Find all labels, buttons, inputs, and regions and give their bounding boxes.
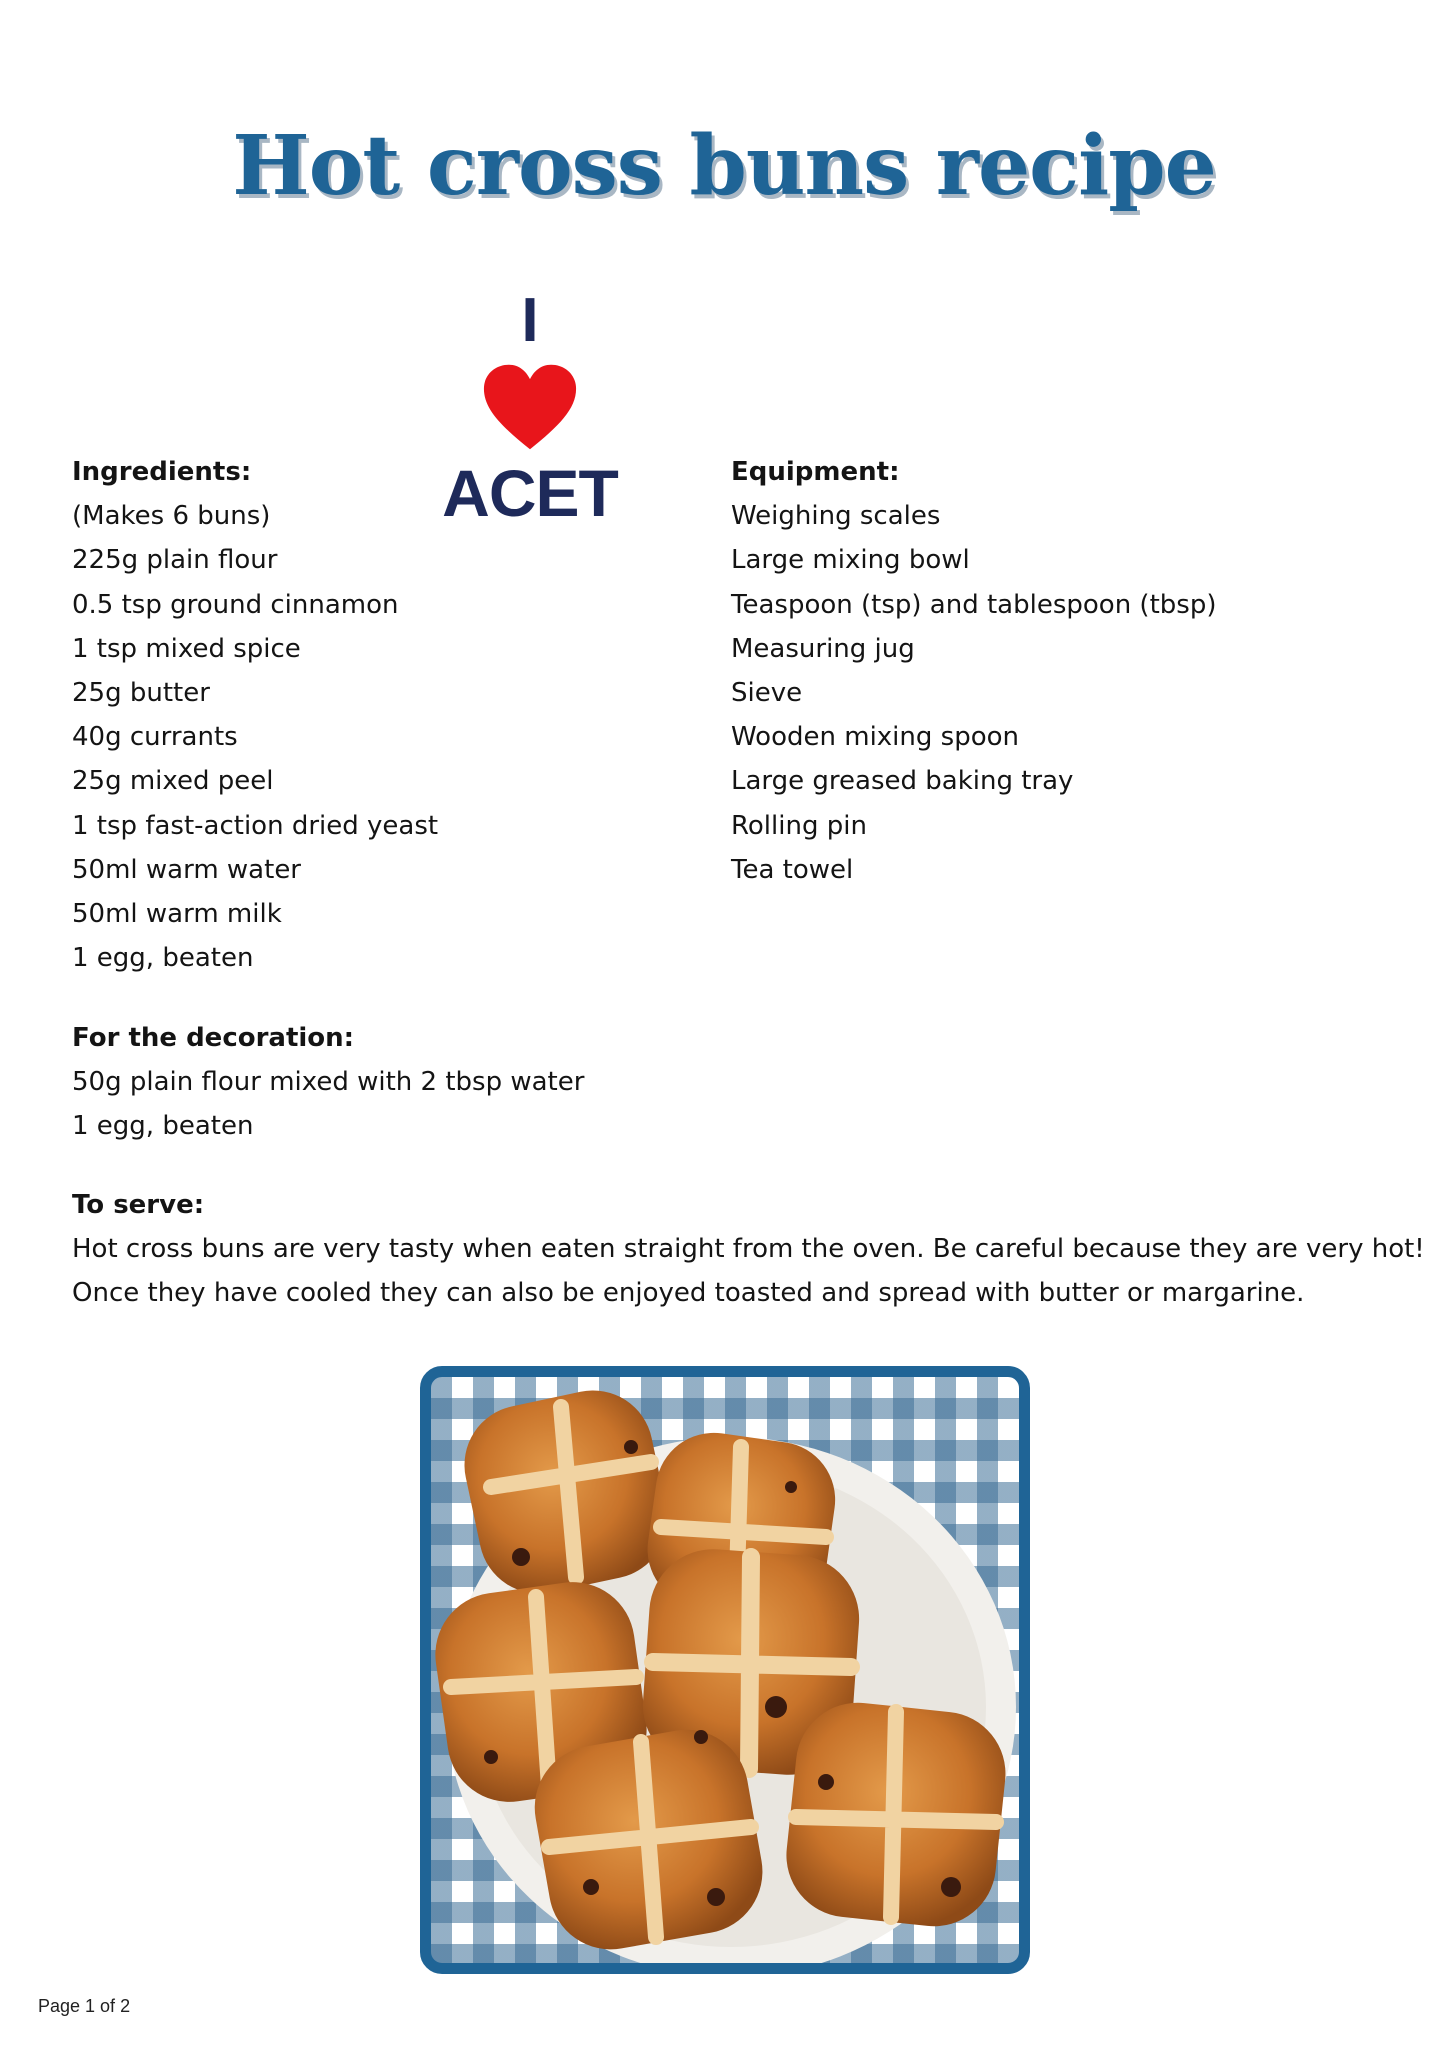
serve-line: Hot cross buns are very tasty when eaten straight from the oven. Be careful because they are very hot! [72, 1234, 1425, 1265]
ingredient-item: 1 tsp fast-action dried yeast [72, 810, 439, 841]
equipment-item: Weighing scales [731, 501, 941, 532]
page-number: Page 1 of 2 [38, 1996, 131, 2016]
equipment-item: Sieve [731, 678, 803, 709]
bun [780, 1697, 1011, 1933]
decoration-item: 50g plain flour mixed with 2 tbsp water [72, 1067, 585, 1098]
logo-acet-text: ACET [442, 456, 618, 530]
equipment-section [731, 450, 1216, 892]
equipment-item: Rolling pin [731, 810, 867, 841]
equipment-item: Wooden mixing spoon [731, 722, 1019, 753]
buns-illustration [431, 1377, 1019, 1963]
equipment-heading: Equipment: [731, 457, 900, 487]
decoration-heading: For the decoration: [72, 1023, 355, 1053]
ingredient-item: 50ml warm milk [72, 899, 282, 930]
acet-logo [440, 286, 620, 530]
serve-line: Once they have cooled they can also be enjoyed toasted and spread with butter or margarine. [72, 1278, 1305, 1309]
heart-icon [482, 362, 578, 452]
ingredient-item: 25g butter [72, 678, 210, 709]
page-title: Hot cross buns recipe [232, 118, 1216, 214]
logo-i-text: I [521, 286, 539, 355]
decoration-section [72, 1016, 584, 1149]
ingredient-item: 40g currants [72, 722, 238, 753]
hot-cross-buns-photo [420, 1366, 1030, 1974]
equipment-item: Tea towel [731, 854, 854, 885]
equipment-item: Measuring jug [731, 633, 915, 664]
equipment-item: Large greased baking tray [731, 766, 1074, 797]
serve-heading: To serve: [72, 1190, 205, 1220]
ingredient-item: 225g plain flour [72, 545, 278, 576]
equipment-item: Large mixing bowl [731, 545, 970, 576]
ingredient-item: 1 egg, beaten [72, 943, 254, 974]
ingredient-item: 1 tsp mixed spice [72, 633, 301, 664]
ingredient-item: 0.5 tsp ground cinnamon [72, 589, 399, 620]
ingredient-item: 25g mixed peel [72, 766, 274, 797]
ingredient-item: 50ml warm water [72, 854, 301, 885]
ingredient-item: (Makes 6 buns) [72, 501, 271, 532]
decoration-item: 1 egg, beaten [72, 1111, 254, 1142]
ingredients-heading: Ingredients: [72, 457, 252, 487]
serve-section [72, 1183, 1432, 1316]
equipment-item: Teaspoon (tsp) and tablespoon (tbsp) [731, 589, 1217, 620]
ingredients-section [72, 450, 438, 980]
